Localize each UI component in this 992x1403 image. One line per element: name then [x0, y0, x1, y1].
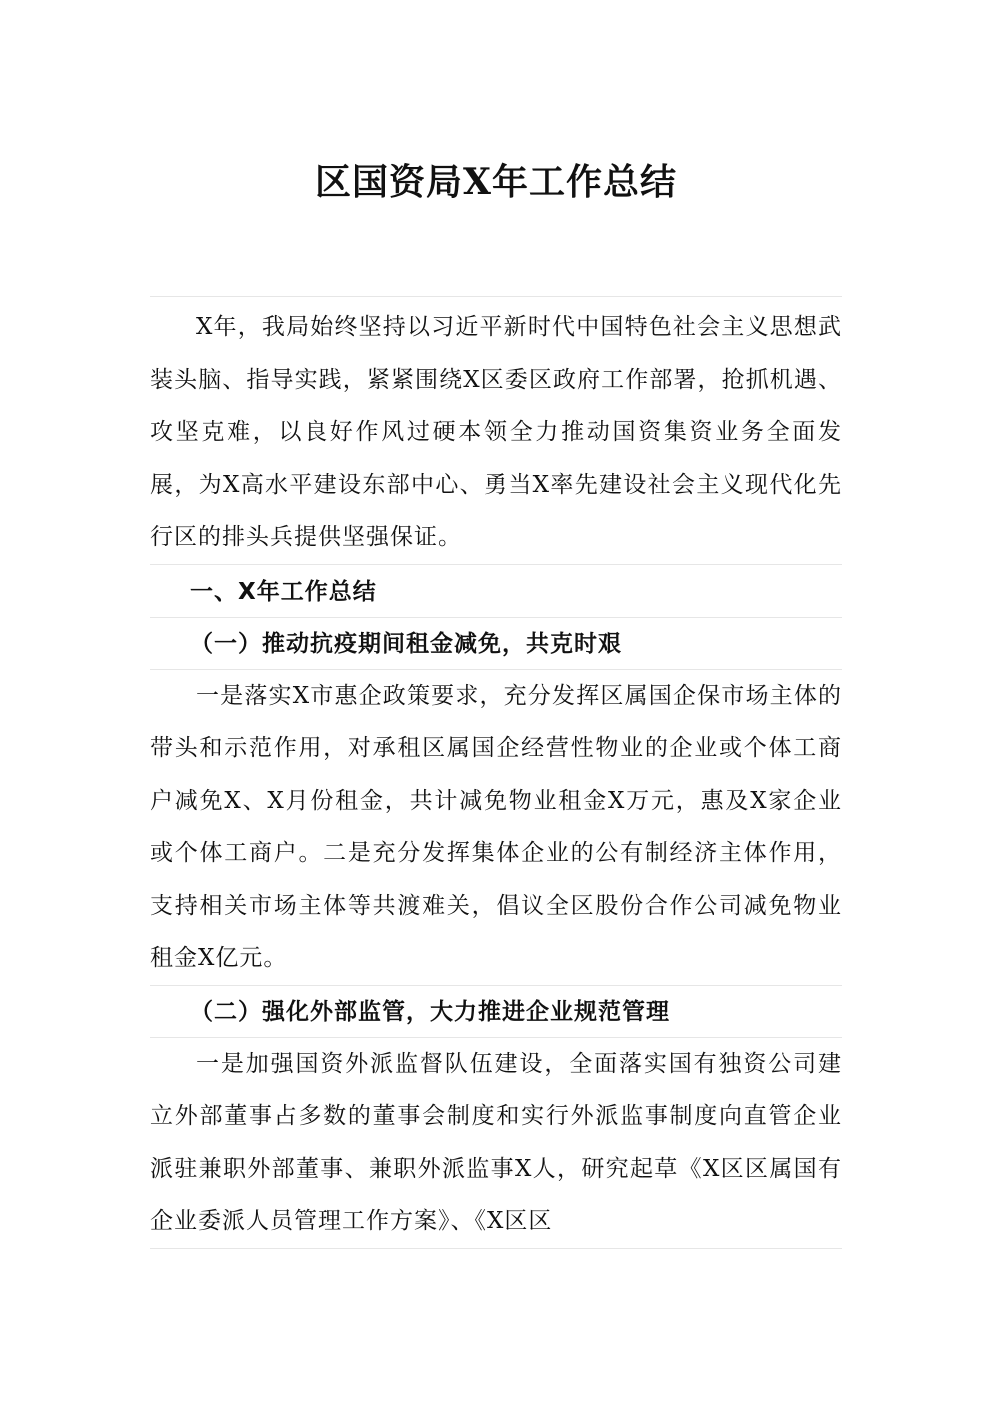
subsection-1-heading-block [150, 617, 842, 669]
subsection-2-body-block [150, 1037, 842, 1249]
subsection-2-heading-block [150, 985, 842, 1037]
subsection-1-heading: （一）推动抗疫期间租金减免，共克时艰 [190, 630, 622, 657]
section-1-heading-block [150, 564, 842, 617]
document-title: 区国资局X年工作总结 [315, 161, 677, 203]
subsection-1-paragraph: 一是落实X市惠企政策要求，充分发挥区属国企保市场主体的带头和示范作用，对承租区属国企经营性物业的企业或个体工商户减免X、X月份租金，共计减免物业租金X万元，惠及X家企业或个体工商户。二是充分发挥集体企业的公有制经济主体作用，支持相关市场主体等共渡难关，倡议全区股份合作公司减免物业租金X亿元。 [150, 682, 842, 971]
subsection-2-paragraph: 一是加强国资外派监督队伍建设，全面落实国有独资公司建立外部董事占多数的董事会制度和实行外派监事制度向直管企业派驻兼职外部董事、兼职外派监事X人，研究起草《X区区属国有企业委派人员管理工作方案》、《X区区 [150, 1050, 842, 1234]
subsection-2-heading: （二）强化外部监管，大力推进企业规范管理 [190, 998, 670, 1025]
intro-paragraph: X年，我局始终坚持以习近平新时代中国特色社会主义思想武装头脑、指导实践，紧紧围绕X区委区政府工作部署，抢抓机遇、攻坚克难，以良好作风过硬本领全力推动国资集资业务全面发展，为X高水平建设东部中心、勇当X率先建设社会主义现代化先行区的排头兵提供坚强保证。 [150, 314, 842, 550]
section-1-heading: 一、X年工作总结 [190, 578, 377, 605]
intro-block [150, 296, 842, 564]
subsection-1-body-block [150, 669, 842, 985]
document-body [150, 296, 842, 1249]
